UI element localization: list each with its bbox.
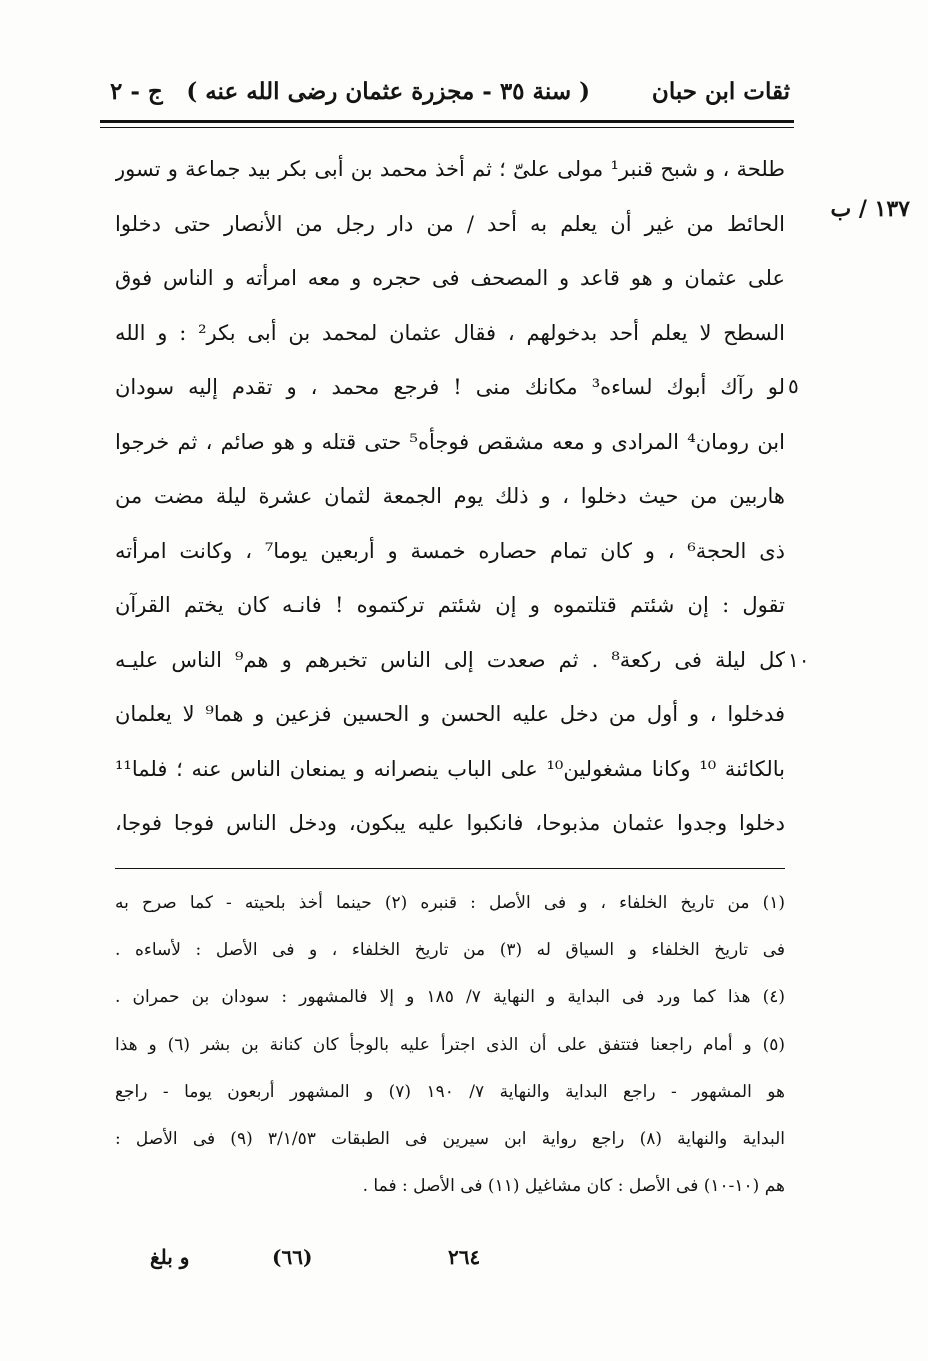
folio-reference: ١٣٧ / ب bbox=[830, 196, 910, 222]
text-line: ابن رومان⁴ المرادى و معه مشقص فوجأه⁵ حتى قتله و هو صائم ، ثم خرجوا bbox=[115, 429, 785, 454]
text-line: فدخلوا ، و أول من دخل عليه الحسن و الحسين فزعين و هما⁹ لا يعلمان bbox=[115, 702, 785, 726]
header-rule-thin bbox=[100, 127, 794, 128]
footnote-separator bbox=[115, 868, 785, 869]
footnote-line: (١) من تاريخ الخلفاء ، و فى الأصل : قنبره (٢) حينما أخذ بلحيته - كما صرح به bbox=[115, 893, 785, 913]
text-line: تقول : إن شئتم قتلتموه و إن شئتم تركتموه ! فانـه كان يختم القرآن bbox=[115, 593, 785, 617]
footnote-line: (٤) هذا كما ورد فى البداية و النهاية ٧/ ١٨٥ و إلا فالمشهور : سودان بن حمران . bbox=[115, 987, 785, 1008]
chapter-heading: ( سنة ٣٥ - مجزرة عثمان رضى الله عنه ) bbox=[186, 78, 590, 105]
text-line: الحائط من غير أن يعلم به أحد / من دار رجل من الأنصار حتى دخلوا bbox=[115, 211, 785, 236]
main-text bbox=[115, 142, 785, 851]
text-line: دخلوا وجدوا عثمان مذبوحا، فانكبوا عليه يبكون، ودخل الناس فوجا فوجا، bbox=[115, 811, 785, 835]
page-number: ٢٦٤ bbox=[448, 1245, 481, 1269]
text-line: هاربين من حيث دخلوا ، و ذلك يوم الجمعة لثمان عشرة ليلة مضت من bbox=[115, 484, 785, 508]
text-line: السطح لا يعلم أحد بدخولهم ، فقال عثمان لمحمد بن أبى بكر² : و الله bbox=[115, 320, 785, 345]
catchword: و بلغ bbox=[150, 1245, 190, 1269]
text-line: ذى الحجة⁶ ، و كان تمام حصاره خمسة و أربعين يوما⁷ ، وكانت امرأته bbox=[115, 538, 785, 563]
text-line: على عثمان و هو قاعد و المصحف فى حجره و معه امرأته و الناس فوق bbox=[115, 266, 785, 290]
text-line: بالكائنة ¹⁰ وكانا مشغولين¹⁰ على الباب ينصرانه و يمنعان الناس عنه ؛ فلما¹¹ bbox=[115, 756, 785, 781]
line-number-10: ١٠ bbox=[788, 648, 810, 672]
running-header bbox=[110, 72, 790, 116]
footnote-line: البداية والنهاية (٨) راجع رواية ابن سيرين فى الطبقات ٣/١/٥٣ (٩) فى الأصل : bbox=[115, 1128, 785, 1149]
footnotes bbox=[115, 880, 785, 1210]
text-line: لو رآك أبوك لساءه³ مكانك منى ! فرجع محمد ، و تقدم إليه سودان bbox=[115, 375, 785, 399]
volume-label: ج - ٢ bbox=[110, 78, 163, 105]
footnote-line: هم (١٠-١٠) فى الأصل : كان مشاغيل (١١) فى الأصل : فما . bbox=[362, 1176, 785, 1197]
footnote-line: هو المشهور - راجع البداية والنهاية ٧/ ١٩٠ (٧) و المشهور أربعون يوما - راجع bbox=[115, 1081, 785, 1102]
original-page-number: (٦٦) bbox=[272, 1245, 313, 1269]
footnote-line: (٥) و أمام راجعنا فتتفق على أن الذى اجترأ عليه بالوجأ كان كنانة بن بشر (٦) و هذا bbox=[115, 1034, 785, 1055]
line-number-5: ٥ bbox=[788, 374, 799, 398]
text-line: طلحة ، و شبح قنبر¹ مولى علىّ ؛ ثم أخذ محمد بن أبى بكر بيد جماعة و تسور bbox=[115, 157, 785, 181]
footnote-line: فى تاريخ الخلفاء و السياق له (٣) من تاريخ الخلفاء ، و فى الأصل : لأساءه . bbox=[115, 940, 785, 961]
book-title: ثقات ابن حبان bbox=[651, 78, 790, 105]
text-line: كل ليلة فى ركعة⁸ . ثم صعدت إلى الناس تخبرهم و هم⁹ الناس عليـه bbox=[115, 647, 785, 672]
header-rule-thick bbox=[100, 120, 794, 123]
